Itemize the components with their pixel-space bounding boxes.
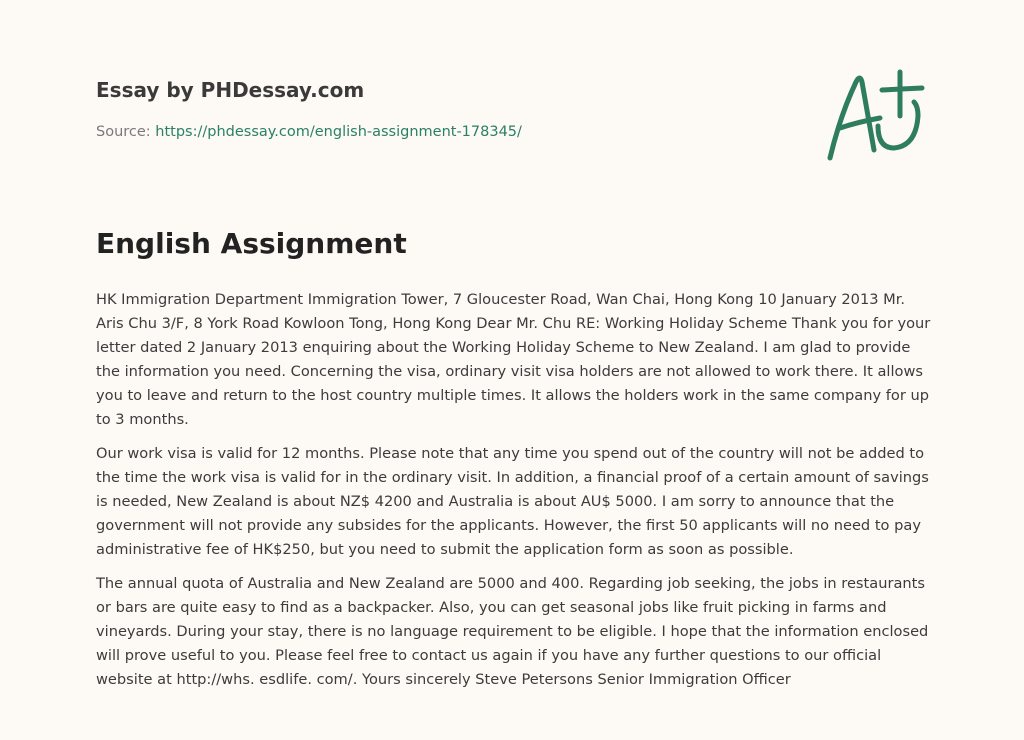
a-plus-grade-icon (818, 66, 930, 166)
source-label: Source: (96, 124, 151, 140)
source-link[interactable]: https://phdessay.com/english-assignment-178345/ (155, 124, 522, 140)
essay-title: English Assignment (96, 227, 407, 260)
essay-paragraph: Our work visa is valid for 12 months. Please note that any time you spend out of the country will not be added to the time the work visa is valid for in the ordinary visit. In addition, a financial proof of a certain amount of savings is needed, New Zealand is about NZ$ 4200 and Australia is about AU$ 5000. I am sorry to announce that the government will not provide any subsides for the applicants. However, the first 50 applicants will no need to pay administrative fee of HK$250, but you need to submit the application form as soon as possible. (96, 445, 929, 558)
essay-paragraph: The annual quota of Australia and New Zealand are 5000 and 400. Regarding job seeking, the jobs in restaurants or bars are quite easy to find as a backpacker. Also, you can get seasonal jobs like fruit picking in farms and vineyards. During your stay, there is no language requirement to be eligible. I hope that the information enclosed will prove useful to you. Please feel free to contact us again if you have any further questions to our official website at http://whs. esdlife. com/. Yours sincerely Steve Petersons Senior Immigration Officer (96, 575, 929, 688)
site-title: Essay by PHDessay.com (96, 78, 365, 102)
article (96, 224, 932, 702)
source-line (96, 122, 696, 142)
essay-paragraph: HK Immigration Department Immigration Tower, 7 Gloucester Road, Wan Chai, Hong Kong 10 January 2013 Mr. Aris Chu 3/F, 8 York Road Kowloon Tong, Hong Kong Dear Mr. Chu RE: Working Holiday Scheme Thank you for your letter dated 2 January 2013 enquiring about the Working Holiday Scheme to New Zealand. I am glad to provide the information you need. Concerning the visa, ordinary visit visa holders are not allowed to work there. It allows you to leave and return to the host country multiple times. It allows the holders work in the same company for up to 3 months. (96, 291, 931, 428)
page-header (96, 76, 696, 142)
